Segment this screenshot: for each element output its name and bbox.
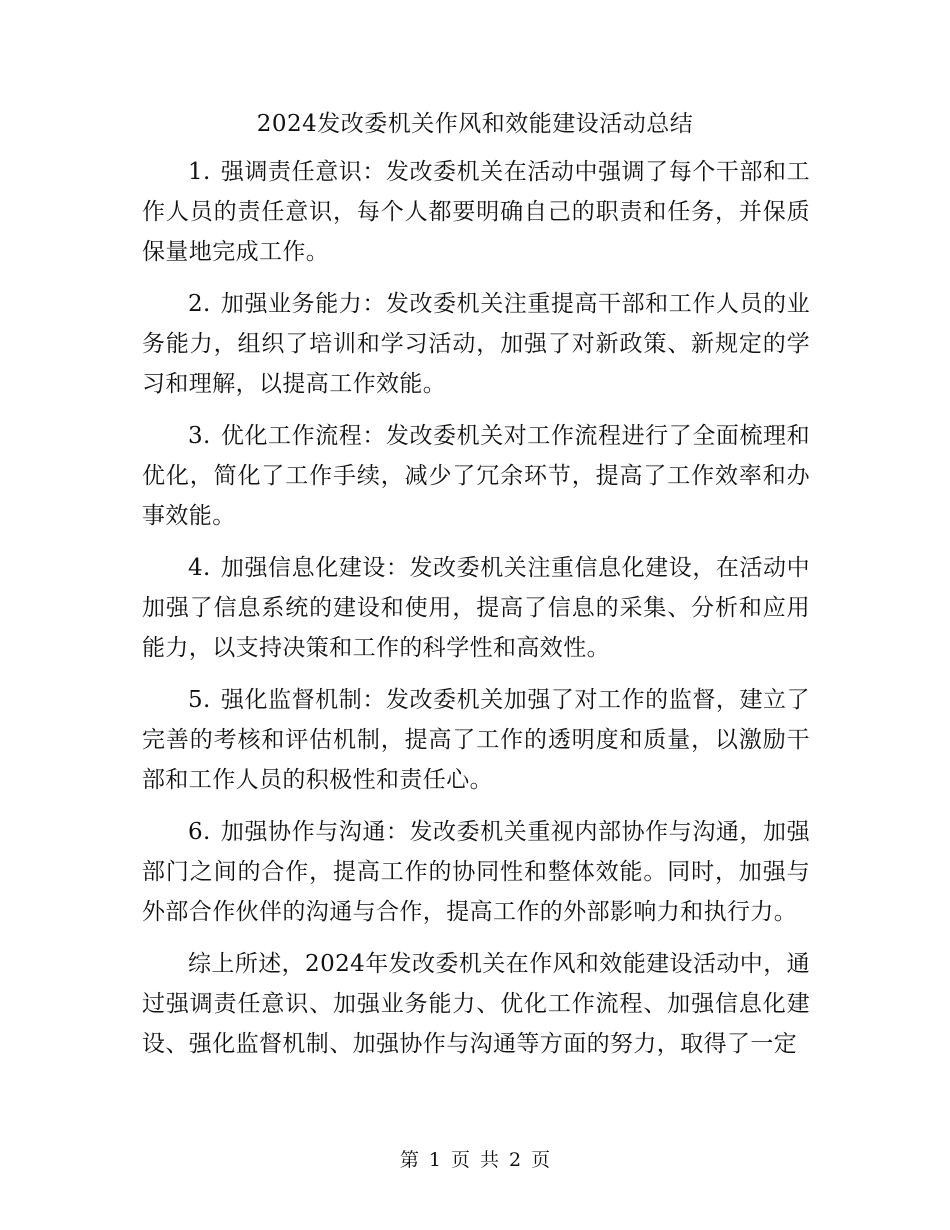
paragraph-text: 优化工作流程：发改委机关对工作流程进行了全面梳理和优化，简化了工作手续，减少了冗余环节，提高了工作效率和办事效能。 xyxy=(142,423,810,529)
paragraph-item-4 xyxy=(142,548,810,668)
paragraph-number: 5. xyxy=(188,687,211,713)
page-number-footer: 第 1 页 共 2 页 xyxy=(399,1149,551,1171)
paragraph-number: 6. xyxy=(188,819,211,845)
paragraph-number: 4. xyxy=(188,555,211,581)
paragraph-number: 1. xyxy=(188,159,211,185)
paragraph-item-3 xyxy=(142,416,810,536)
document-body xyxy=(142,152,810,1076)
paragraph-text: 强调责任意识：发改委机关在活动中强调了每个干部和工作人员的责任意识，每个人都要明确自己的职责和任务，并保质保量地完成工作。 xyxy=(142,159,810,265)
paragraph-text: 加强业务能力：发改委机关注重提高干部和工作人员的业务能力，组织了培训和学习活动，加强了对新政策、新规定的学习和理解，以提高工作效能。 xyxy=(142,291,810,397)
paragraph-item-2 xyxy=(142,284,810,404)
paragraph-text: 加强协作与沟通：发改委机关重视内部协作与沟通，加强部门之间的合作，提高工作的协同性和整体效能。同时，加强与外部合作伙伴的沟通与合作，提高工作的外部影响力和执行力。 xyxy=(142,819,810,925)
paragraph-number: 3. xyxy=(188,423,211,449)
document-title: 2024发改委机关作风和效能建设活动总结 xyxy=(256,111,694,137)
paragraph-item-6 xyxy=(142,812,810,932)
paragraph-number: 2. xyxy=(188,291,211,317)
paragraph-text: 强化监督机制：发改委机关加强了对工作的监督，建立了完善的考核和评估机制，提高了工作的透明度和质量，以激励干部和工作人员的积极性和责任心。 xyxy=(142,687,810,793)
summary-paragraph: 综上所述，2024年发改委机关在作风和效能建设活动中，通过强调责任意识、加强业务能力、优化工作流程、加强信息化建设、强化监督机制、加强协作与沟通等方面的努力，取得了一定 xyxy=(142,951,810,1057)
paragraph-item-5 xyxy=(142,680,810,800)
paragraph-text: 加强信息化建设：发改委机关注重信息化建设，在活动中加强了信息系统的建设和使用，提高了信息的采集、分析和应用能力，以支持决策和工作的科学性和高效性。 xyxy=(142,555,810,661)
paragraph-item-1 xyxy=(142,152,810,272)
